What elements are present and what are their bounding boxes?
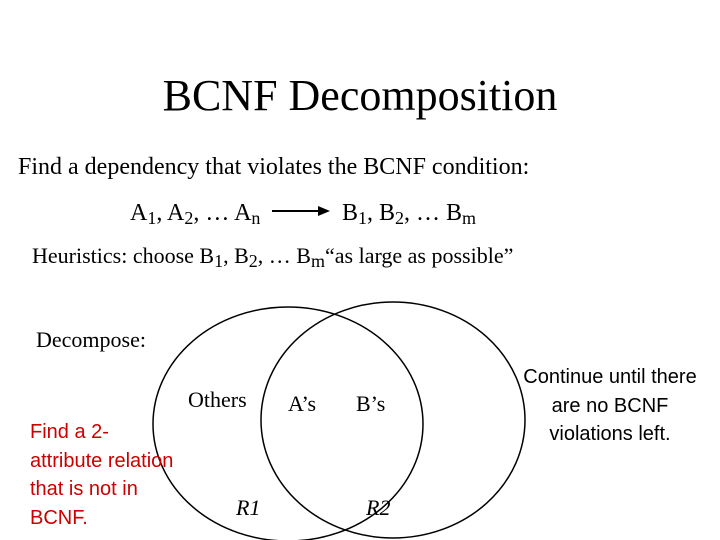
- venn-others-label: Others: [188, 387, 247, 412]
- r2-circle: [261, 302, 525, 538]
- arrow-head: [318, 206, 330, 216]
- formula-rhs: $B_1$, $B_2$, … $B_m$: [342, 200, 477, 228]
- formula-lhs: $A_1$, $A_2$, … $A_n$: [130, 200, 261, 228]
- heuristics-text: Heuristics: choose $B_1$, $B_2$, … $B_m“as$ large as possible”: [32, 243, 514, 271]
- slide-title: BCNF Decomposition: [162, 71, 558, 120]
- intro-text: Find a dependency that violates the BCNF condition:: [18, 154, 530, 180]
- venn-a-label: A’s: [288, 391, 317, 416]
- r2-label: R2: [366, 495, 391, 520]
- right-note: Continue until there are no BCNF violations left.: [523, 366, 697, 445]
- left-note: Find a 2-attribute relation that is not in BCNF.: [30, 421, 174, 529]
- decompose-label: Decompose:: [36, 327, 146, 352]
- venn-b-label: B’s: [356, 391, 386, 416]
- r1-label: R1: [236, 495, 261, 520]
